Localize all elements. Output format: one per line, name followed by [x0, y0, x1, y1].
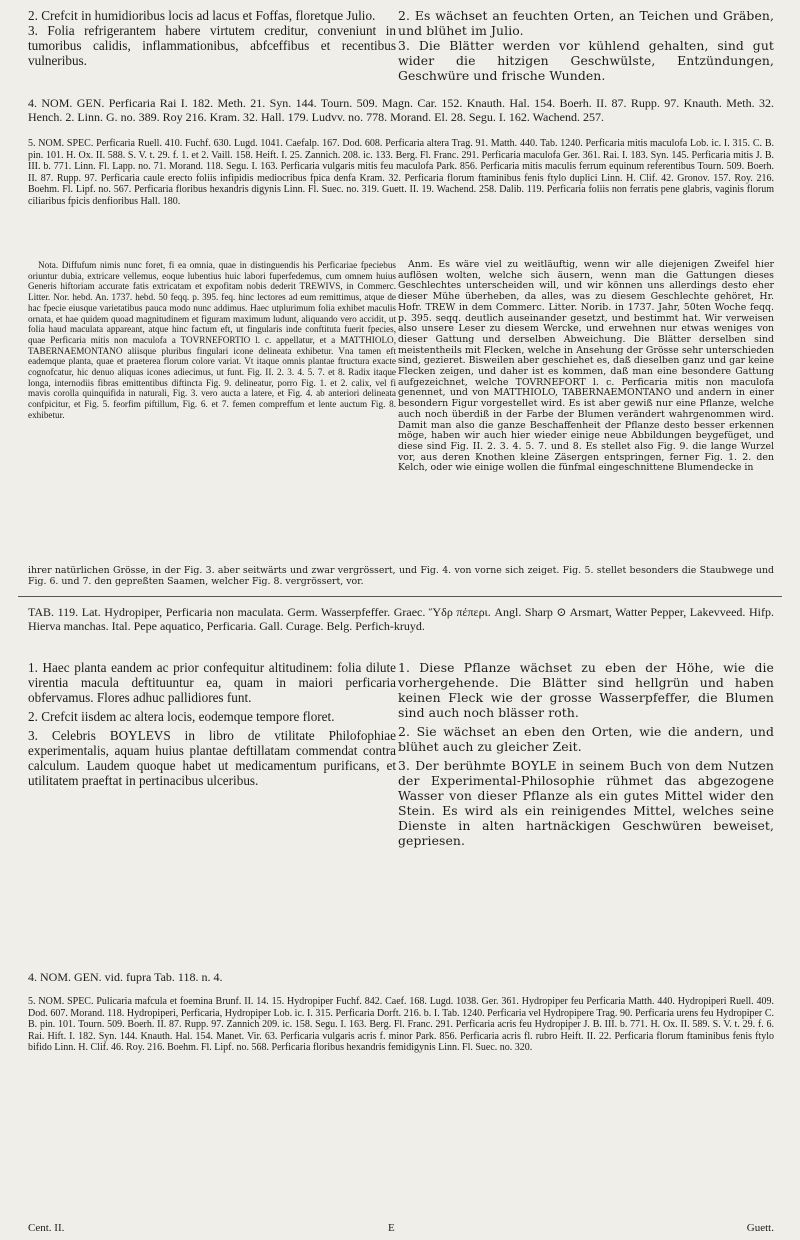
top-latin-column — [28, 8, 396, 83]
nota-german: Anm. Es wäre viel zu weitläuftig, wenn wir alle diejenigen Zweifel hier auflösen wolten, welche sich äusern, wenn man die Gattungen dieses Geschlechtes unterscheiden will, und wir können uns allerdings desto eher dieser Mühe überheben, da alles, was zu diesem Geschlechte gehöret, Hr. Hofr. TREW in dem Commerc. Litter. Norib. in 1737. Jahr, 50ten Woche feqq. p. 395. seqq. deutlich auseinander gesetzt, und bestimmt hat. Wir verweisen also unsere Leser zu diesem Wercke, und erwehnen nur etwas weniges von dieser Gattung und derselben Abweichung. Die Blätter derselben sind meistentheils mit Flecken, welche in Ansehung der Grösse sehr unterschieden sind, gezieret. Bisweilen aber geschiehet es, daß dieselben ganz und gar keine Flecken zeigen, und daher ist es kommen, daß man eine besondere Gattung aufgezeichnet, welche TOVRNEFORT l. c. Perficaria mitis non maculofa genennet, und von MATTHIOLO, TABERNAEMONTANO und andern in einer besondern Figur vorgestellet wird. Es ist aber gewiß nur eine Pflanze, welche auch noch überdiß in der Farbe der Blumen verändert wahrgenommen wird. Damit man also die ganze Beschaffenheit der Pflanze desto besser erkennen möge, haben wir auch hier wieder einige neue Abbildungen beygefüget, und diese sind Fig. II. 2. 3. 4. 5. 7. und 8. Es stellet also Fig. 9. die lange Wurzel vor, aus deren Knothen kleine Zäsergen entspringen, ferner Fig. 1. 2. den Kelch, oder wie einige wollen die fünfmal eingeschnittene Blumendecke in — [398, 259, 774, 474]
description-section — [28, 660, 774, 848]
table-heading: TAB. 119. Lat. Hydropiper, Perficaria non maculata. Germ. Wasserpfeffer. Graec. Ὕδρ πέπερι. Angl. Sharp ⊙ Arsmart, Watter Pepper, Lakevveed. Hifp. Hierva manchas. Ital. Pepe aquatico, Perficaria. Gall. Curage. Belg. Perfich-kruyd. — [28, 605, 774, 633]
latin-paragraph: 1. Haec planta eandem ac prior confequitur altitudinem: folia dilute virentia macula deftituuntur ea, quam in maiori perficaria obfervamus. Flores adhuc pallidiores funt. — [28, 660, 396, 705]
nomen-genericum-ref: 4. NOM. GEN. vid. fupra Tab. 118. n. 4. — [28, 970, 223, 984]
nota-german-column — [398, 260, 774, 474]
german-paragraph: 3. Die Blätter werden vor kühlend gehalten, sind gut wider die hitzigen Geschwülste, Entzündungen, Geschwüre und frische Wunden. — [398, 38, 774, 83]
description-latin-column — [28, 660, 396, 848]
catchword: Guett. — [746, 1222, 774, 1234]
signature-left: Cent. II. — [28, 1222, 65, 1234]
nota-german-continuation: ihrer natürlichen Grösse, in der Fig. 3. aber seitwärts und zwar vergrössert, und Fig. 4. von vorne sich zeiget. Fig. 5. stellet besonders die Staubwege und Fig. 6. und 7. den gepreßten Saamen, welcher Fig. 8. vergrössert, vor. — [28, 565, 774, 587]
top-german-column — [398, 8, 774, 83]
nomen-specificum: 5. NOM. SPEC. Perficaria Ruell. 410. Fuchf. 630. Lugd. 1041. Caefalp. 167. Dod. 608. Perficaria altera Trag. 91. Matth. 440. Tab. 1240. Perficaria mitis maculofa Lob. ic. I. 315. C. B. pin. 101. H. Ox. II. 588. S. V. t. 29. f. 1. et 2. Vaill. 158. Heift. I. 25. Zannich. 208. ic. 133. Berg. Fl. Franc. 291. Perficaria maculofa Ger. 361. Rai. I. 183. Syn. 145. Perficaria mitis J. B. III. b. 771. Linn. Fl. Lapp. no. 71. Morand. 118. Segu. I. 163. Perficaria vulgaris mitis feu maculofa Park. 856. Perficaria mitis maculis ferrum equinum referentibus Tourn. 509. Boerh. II. 87. Rupp. 97. Perficaria caule erecto foliis infipidis mediocribus fpica denfa Kram. 32. Perficaria florum ftaminibus fenis ftylo duplici Linn. H. Clif. 42. Gronov. 157. Roy. 216. Boehm. Fl. Lipf. no. 567. Perficaria floribus hexandris digynis Linn. Fl. Suec. no. 319. Guett. II. 19. Wachend. 258. Dalib. 119. Perficaria foliis non ferratis pene glabris, vaginis florum ciliaribus fpicis denfioribus Hall. 180. — [28, 138, 774, 207]
german-paragraph: 2. Es wächset an feuchten Orten, an Teichen und Gräben, und blühet im Julio. — [398, 8, 774, 38]
latin-paragraph: 2. Crefcit iisdem ac altera locis, eodemque tempore floret. — [28, 709, 335, 724]
nomen-specificum-2: 5. NOM. SPEC. Pulicaria mafcula et foemina Brunf. II. 14. 15. Hydropiper Fuchf. 842. Caef. 168. Lugd. 1038. Ger. 361. Hydropiper feu Perficaria Matth. 440. Hydropiperi Ruell. 409. Dod. 607. Morand. 118. Hydropiperi, Perficaria, Hydropiper Lob. ic. I. 315. Perficaria Dorft. 216. b. I. Tab. 1240. Perficaria vel Hydropipere Trag. 90. Perficaria urens feu Hydropiper C. B. pin. 101. Tourn. 509. Boerh. II. 87. Rupp. 97. Zannich 209. ic. 158. Segu. I. 163. Berg. Fl. Franc. 291. Perficaria acris feu Hydropiper J. B. III. b. 771. H. Ox. II. 589. S. V. t. 29. f. 6. Rai. Hift. I. 182. Syn. 144. Knauth. Hal. 154. Manet. Vir. 63. Perficaria vulgaris acris f. minor Park. 856. Perficaria acris fl. rubro Heift. II. 22. Perficaria florum ftaminibus fenis ftylo bifido Linn. H. Clif. 46. Roy. 216. Boehm. Fl. Lipf. no. 568. Perficaria floribus hexandris femidigynis Linn. Fl. Suec. no. 320. — [28, 996, 774, 1054]
nota-section — [28, 260, 774, 474]
nomen-genericum: 4. NOM. GEN. Perficaria Rai I. 182. Meth. 21. Syn. 144. Tourn. 509. Magn. Car. 152. Knauth. Hal. 154. Boerh. II. 87. Rupp. 97. Knauth. Meth. 32. Hench. 2. Linn. G. no. 389. Roy 216. Kram. 32. Hall. 179. Ludvv. no. 778. Morand. El. 28. Segu. I. 162. Wachend. 257. — [28, 96, 774, 124]
signature-mark: E — [388, 1222, 395, 1234]
description-german-column — [398, 660, 774, 848]
latin-paragraph: 2. Crefcit in humidioribus locis ad lacus et Foffas, floretque Julio. — [28, 8, 376, 23]
nota-latin-column — [28, 260, 396, 474]
top-section — [28, 8, 774, 83]
german-paragraph: 3. Der berühmte BOYLE in seinem Buch von dem Nutzen der Experimental-Philosophie rühmet das abgezogene Wasser von dieser Pflanze als ein gutes Mittel wider den Stein. Es wird als ein reinigendes Mittel, welches seine Dienste in alten hartnäckigen Geschwüren beweiset, gepriesen. — [398, 758, 774, 848]
german-paragraph: 2. Sie wächset an eben den Orten, wie die andern, und blühet auch zu gleicher Zeit. — [398, 724, 774, 754]
german-paragraph: 1. Diese Pflanze wächset zu eben der Höhe, wie die vorhergehende. Die Blätter sind hellgrün und haben keinen Fleck wie der grosse Wasserpfeffer, die Blumen sind auch noch blässer roth. — [398, 660, 774, 720]
page-footer — [28, 1222, 774, 1236]
nota-latin: Nota. Diffufum nimis nunc foret, fi ea omnia, quae in distinguendis his Perficariae fpeciebus oriuntur dubia, extricare vellemus, eoque lubentius huic labori fuperfedemus, cum omnem huius Generis hiftoriam accurate fatis extricatam et expofitam nobis dederit TREWIVS, in Commerc. Litter. Nor. hebd. An. 1737. hebd. 50 feqq. p. 395. feq. hinc lectores ad eum remittimus, atque de hac fpecie eiusque varietatibus pauca modo nunc addimus. Haec utplurimum folia exhibet maculis ornata, et hae quidem quoad magnitudinem et figuram maximum ludunt, aliquando vero accidit, ut folia haud maculata appareant, atque hinc factum eft, ut fingularis inde conftituta fuerit fpecies, quae Perficaria mitis non maculofa a TOVRNEFORTIO l. c. appellatur, et a MATTHIOLO, TABERNAEMONTANO aliisque pluribus fingulari icone delineata exhibetur. Vna tamen eft eademque planta, quae et praeterea florum colore variat. Vt itaque omnis plantae ftructura exacte cognofcatur, hic denuo aliquas icones adiecimus, ut funt. Fig. II. 2. 3. 4. 5. 7. et 8. Radix itaque longa, internodiis fibras emittentibus diftincta Fig. 9. delineatur, porro Fig. 1. et 2. calix, vel fi mavis corolla quinquifida in naturali, Fig. 3. vero aucta a latere, et Fig. 4. ab anteriori delineata confpicitur, et Fig. 5. feorfim piftillum, Fig. 6. et 7. femen compreffum et lente auctum Fig. 8. exhibetur. — [28, 260, 396, 420]
latin-paragraph: 3. Folia refrigerantem habere virtutem creditur, conveniunt in tumoribus calidis, inflammationibus, abfceffibus et recentibus vulneribus. — [28, 23, 396, 68]
latin-paragraph: 3. Celebris BOYLEVS in libro de vtilitate Philofophiae experimentalis, aquam huius plantae deftillatam commendat contra calculum. Laudem quoque habet ut medicamentum purificans, et utilitatem praeftat in pertinacibus ulceribus. — [28, 728, 396, 788]
section-divider — [18, 596, 782, 597]
